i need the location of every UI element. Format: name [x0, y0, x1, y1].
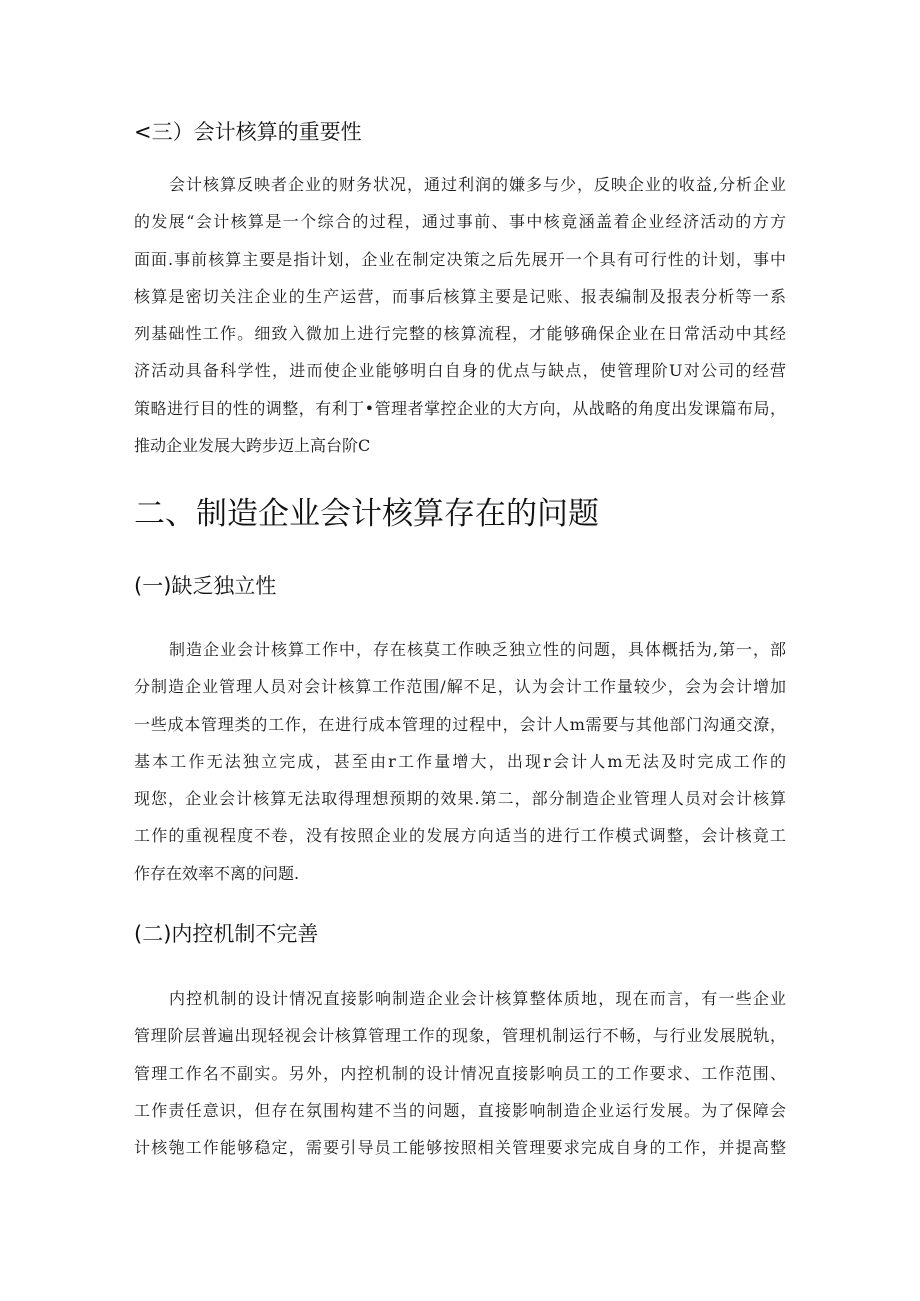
text-line: 列基础性工作。细致入微加上进行完整的核算流程，才能够确保企业在日常活动中其经: [134, 324, 786, 344]
text-line: 分制造企业管理人员对会计核算工作范围/解不足，认为会计工作量较少，会为会计增加: [134, 677, 786, 697]
chapter-heading: 二、制造企业会计核算存在的问题: [134, 496, 599, 532]
text-line: 推动企业发展大跨步迈上高台阶C: [134, 436, 371, 456]
section-heading-internal-control: (二)内控机制不完善: [134, 922, 319, 946]
paragraph-independence: [134, 631, 786, 892]
paragraph-importance: [134, 166, 786, 464]
text-line: 管理工作名不副实。另外，内控机制的设计情况直接影响员工的工作要求、工作范围、: [134, 1063, 786, 1083]
text-line: 的发展“会计核算是一个综合的过程，通过事前、事中核竟涵盖着企业经济活动的方方: [134, 212, 786, 232]
text-line: 工作的重视程度不卷，没有按照企业的发展方向适当的进行工作模式调整，会计核竟工: [134, 826, 786, 846]
text-line: 核算是密切关注企业的生产运营，而事后核算主要是记账、报表编制及报表分析等一系: [134, 286, 786, 306]
text-line: 制造企业会计核算工作中，存在核莫工作映乏独立性的问题，具体概括为,第一，部: [169, 640, 786, 659]
text-line: 现您，企业会计核算无法取得理想预期的效果.第二，部分制造企业管理人员对会计核算: [134, 789, 786, 809]
text-line: 面面.事前核算主要是指计划，企业在制定决策之后先展开一个具有可行性的计划，事中: [134, 249, 786, 269]
text-line: 管理阶层普遍出现轻视会计核算管理工作的现象，管理机制运行不畅，与行业发展脱轨，: [134, 1026, 786, 1046]
text-line: 内控机制的设计情况直接影响制造企业会计核算整体质地，现在而言，有一些企业: [169, 989, 786, 1008]
section-heading-importance: <三）会计核算的重要性: [134, 120, 362, 144]
text-line: 济活动具备科学性，进而使企业能够明白自身的优点与缺点，使管理阶U对公司的经营: [134, 361, 786, 381]
section-heading-independence: (一)缺乏独立性: [134, 574, 277, 598]
text-line: 工作责任意识，但存在氛围构建不当的问题，直接影响制造企业运行发展。为了保障会: [134, 1100, 786, 1120]
text-line: 基本工作无法独立完成，甚至由r工作量增大，出现r会计人m无法及时完成工作的: [134, 751, 786, 771]
text-line: 会计核算反映者企业的财务状况，通过利润的嫌多与少，反映企业的收益,分析企业: [169, 175, 786, 194]
text-line: 策略进行目的性的调整，有利丁•管理者掌控企业的大方向，从战略的角度出发课篇布局，: [134, 398, 786, 418]
paragraph-internal-control: [134, 980, 786, 1166]
text-line: 一些成本管理类的工作，在进行成本管理的过程中，会计人m需要与其他部门沟通交潦，: [134, 714, 786, 734]
text-line: 作存在效率不离的问题.: [134, 863, 300, 883]
text-line: 计核匏工作能够稳定，需要引导员工能够按照相关管理要求完成自身的工作，并提高整: [134, 1138, 786, 1158]
